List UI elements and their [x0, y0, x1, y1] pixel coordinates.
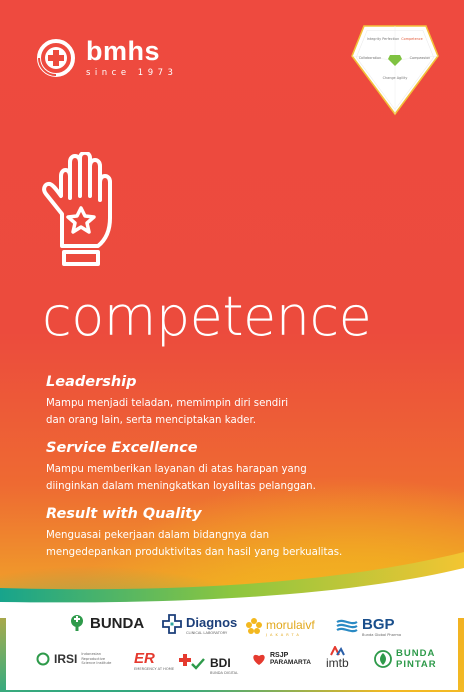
logo-bgp	[336, 614, 401, 638]
values-diamond	[350, 24, 440, 116]
logo-bunda-pintar-line1: BUNDA	[396, 648, 436, 659]
logo-er-sub: EMERGENCY AT HOME	[134, 667, 175, 671]
logo-bunda-pintar-line2: PINTAR	[396, 659, 437, 670]
hand-star-icon	[40, 152, 130, 270]
bgp-wave-icon	[336, 618, 358, 634]
section-leadership	[46, 372, 376, 429]
logo-imtb-text: imtb	[326, 656, 349, 670]
diamond-label-competence: Competence	[401, 37, 423, 41]
logo-er-text: ER	[134, 650, 155, 667]
logo-diagnos-text: Diagnos	[186, 615, 238, 630]
logo-bunda	[68, 614, 144, 632]
rsjp-heart-icon	[252, 653, 266, 666]
section-heading: Result with Quality	[46, 506, 202, 522]
logo-morula-text: morulaivf	[266, 618, 315, 632]
logo-imtb	[326, 646, 349, 670]
morula-flower-icon	[246, 618, 262, 634]
section-line: Menguasai pekerjaan dalam bidangnya dan	[46, 530, 270, 541]
bdi-check-icon	[190, 657, 206, 671]
brand-since: since 1973	[86, 68, 178, 78]
bunda-pintar-leaf-icon	[374, 650, 392, 668]
section-service-excellence	[46, 438, 376, 495]
bmhs-cross-icon	[36, 38, 76, 78]
section-line: mengedepankan produktivitas dan hasil yang berkualitas.	[46, 547, 343, 558]
logo-bgp-text: BGP	[362, 616, 395, 633]
section-heading: Leadership	[46, 374, 137, 390]
logo-irsi-text: IRSI	[54, 652, 78, 666]
brand-logo	[36, 38, 177, 78]
irsi-circle-icon	[36, 652, 50, 666]
logo-morula	[246, 614, 315, 638]
logo-diagnos-sub: CLINICAL LABORATORY	[186, 631, 228, 635]
logo-irsi	[36, 652, 117, 666]
section-line: Mampu menjadi teladan, memimpin diri sendiri	[46, 398, 289, 409]
diamond-label-change-agility: Change Agility	[382, 76, 408, 80]
logo-diagnos	[162, 612, 237, 636]
diamond-label-integrity: Integrity Perfection	[366, 37, 400, 41]
partner-logos	[6, 604, 458, 690]
section-line: dan orang lain, serta menciptakan kader.	[46, 415, 256, 426]
logo-bdi-text: BDI	[210, 656, 231, 670]
page-title: competence	[42, 285, 372, 348]
diamond-label-collaboration: Collaboration	[358, 56, 382, 60]
logo-bunda-text: BUNDA	[90, 614, 145, 632]
logo-bgp-sub: Bunda Global Pharma	[362, 633, 402, 637]
logo-irsi-sub: Indonesian Reproductive Science Institute	[81, 652, 112, 666]
logo-rsjp-sub: PARAMARTA	[270, 659, 311, 666]
imtb-mark-icon	[329, 646, 345, 656]
section-body	[46, 461, 376, 495]
section-body	[46, 395, 376, 429]
logo-er	[134, 648, 192, 672]
diamond-label-compassion: Compassion	[409, 56, 431, 60]
logo-morula-sub: JAKARTA	[266, 633, 302, 637]
diagnos-cross-icon	[162, 614, 182, 634]
logo-rsjp-text: RSJP	[270, 652, 289, 659]
section-line: diinginkan dalam meningkatkan loyalitas pelanggan.	[46, 481, 316, 492]
brand-name: bmhs	[86, 36, 161, 66]
logo-rsjp	[252, 652, 311, 666]
logo-bdi-sub: BUNDA DIGITAL	[210, 671, 239, 675]
section-line: Mampu memberikan layanan di atas harapan yang	[46, 464, 307, 475]
logo-bunda-pintar	[374, 648, 437, 670]
bunda-leaf-icon	[68, 614, 86, 632]
logo-bdi	[190, 652, 238, 676]
section-heading: Service Excellence	[46, 440, 198, 456]
